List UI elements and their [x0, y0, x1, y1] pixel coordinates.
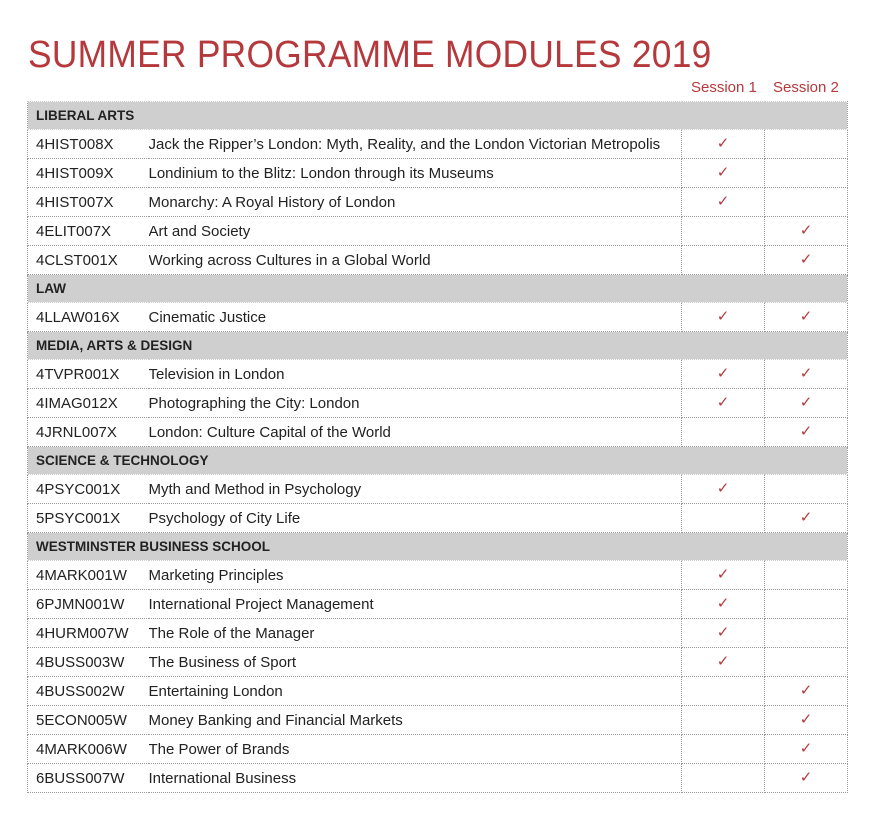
module-code: 4ELIT007X [28, 217, 149, 246]
module-row [28, 217, 848, 246]
session-1-cell [682, 130, 765, 159]
session-2-cell [765, 130, 848, 159]
page-title: SUMMER PROGRAMME MODULES 2019 [28, 34, 712, 76]
module-row [28, 475, 848, 504]
session-1-cell [682, 677, 765, 706]
module-code: 4HIST008X [28, 130, 149, 159]
session-2-cell [765, 246, 848, 275]
module-title: International Project Management [149, 590, 682, 619]
module-row [28, 677, 848, 706]
checkmark-icon: ✓ [716, 394, 730, 411]
module-row [28, 188, 848, 217]
module-row [28, 561, 848, 590]
module-row [28, 418, 848, 447]
modules-table [27, 101, 848, 793]
checkmark-icon: ✓ [716, 135, 730, 152]
checkmark-icon: ✓ [716, 308, 730, 325]
section-header-row [28, 275, 848, 303]
module-code: 4HIST009X [28, 159, 149, 188]
module-row [28, 706, 848, 735]
checkmark-icon: ✓ [716, 193, 730, 210]
session-2-cell [765, 159, 848, 188]
module-title: The Power of Brands [149, 735, 682, 764]
session-1-cell [682, 389, 765, 418]
session-1-cell [682, 360, 765, 389]
section-header-row [28, 102, 848, 130]
section-title: WESTMINSTER BUSINESS SCHOOL [28, 533, 848, 561]
checkmark-icon: ✓ [716, 164, 730, 181]
session-2-cell [765, 677, 848, 706]
session-1-cell [682, 418, 765, 447]
session-2-cell [765, 504, 848, 533]
module-row [28, 764, 848, 793]
module-title: The Role of the Manager [149, 619, 682, 648]
module-code: 6BUSS007W [28, 764, 149, 793]
session-1-cell [682, 735, 765, 764]
section-header-row [28, 447, 848, 475]
session-2-cell [765, 619, 848, 648]
module-row [28, 246, 848, 275]
module-title: Cinematic Justice [149, 303, 682, 332]
module-title: Londinium to the Blitz: London through its Museums [149, 159, 682, 188]
section-header-row [28, 332, 848, 360]
session-1-cell [682, 504, 765, 533]
checkmark-icon: ✓ [799, 769, 813, 786]
checkmark-icon: ✓ [799, 394, 813, 411]
checkmark-icon: ✓ [799, 711, 813, 728]
checkmark-icon: ✓ [716, 566, 730, 583]
checkmark-icon: ✓ [716, 624, 730, 641]
module-row [28, 389, 848, 418]
module-title: Working across Cultures in a Global World [149, 246, 682, 275]
module-row [28, 619, 848, 648]
session-2-cell [765, 764, 848, 793]
module-title: The Business of Sport [149, 648, 682, 677]
module-code: 4BUSS002W [28, 677, 149, 706]
module-row [28, 159, 848, 188]
module-code: 4TVPR001X [28, 360, 149, 389]
session-1-cell [682, 648, 765, 677]
module-title: Art and Society [149, 217, 682, 246]
session-2-cell [765, 217, 848, 246]
module-title: Money Banking and Financial Markets [149, 706, 682, 735]
module-code: 6PJMN001W [28, 590, 149, 619]
module-title: Entertaining London [149, 677, 682, 706]
section-title: SCIENCE & TECHNOLOGY [28, 447, 848, 475]
session-2-cell [765, 389, 848, 418]
module-row [28, 735, 848, 764]
checkmark-icon: ✓ [716, 653, 730, 670]
session-2-cell [765, 648, 848, 677]
module-row [28, 303, 848, 332]
checkmark-icon: ✓ [799, 509, 813, 526]
checkmark-icon: ✓ [799, 682, 813, 699]
session-2-cell [765, 303, 848, 332]
module-title: Psychology of City Life [149, 504, 682, 533]
module-code: 4LLAW016X [28, 303, 149, 332]
checkmark-icon: ✓ [799, 222, 813, 239]
module-row [28, 504, 848, 533]
session-2-cell [765, 418, 848, 447]
module-code: 4CLST001X [28, 246, 149, 275]
module-code: 4PSYC001X [28, 475, 149, 504]
checkmark-icon: ✓ [799, 740, 813, 757]
session-2-header: Session 2 [773, 79, 839, 96]
checkmark-icon: ✓ [799, 251, 813, 268]
session-1-cell [682, 561, 765, 590]
checkmark-icon: ✓ [799, 423, 813, 440]
checkmark-icon: ✓ [799, 365, 813, 382]
module-title: London: Culture Capital of the World [149, 418, 682, 447]
session-2-cell [765, 188, 848, 217]
module-code: 4MARK006W [28, 735, 149, 764]
module-title: Myth and Method in Psychology [149, 475, 682, 504]
module-row [28, 130, 848, 159]
session-1-cell [682, 217, 765, 246]
module-code: 5ECON005W [28, 706, 149, 735]
session-1-cell [682, 475, 765, 504]
module-code: 4HURM007W [28, 619, 149, 648]
session-1-cell [682, 706, 765, 735]
session-2-cell [765, 561, 848, 590]
checkmark-icon: ✓ [716, 595, 730, 612]
module-title: Monarchy: A Royal History of London [149, 188, 682, 217]
module-title: Television in London [149, 360, 682, 389]
session-1-cell [682, 590, 765, 619]
section-title: LIBERAL ARTS [28, 102, 848, 130]
module-code: 5PSYC001X [28, 504, 149, 533]
session-2-cell [765, 735, 848, 764]
section-title: MEDIA, ARTS & DESIGN [28, 332, 848, 360]
module-title: Photographing the City: London [149, 389, 682, 418]
checkmark-icon: ✓ [716, 365, 730, 382]
module-code: 4MARK001W [28, 561, 149, 590]
module-row [28, 360, 848, 389]
session-2-cell [765, 590, 848, 619]
section-header-row [28, 533, 848, 561]
module-title: Marketing Principles [149, 561, 682, 590]
module-code: 4IMAG012X [28, 389, 149, 418]
session-1-cell [682, 764, 765, 793]
session-2-cell [765, 706, 848, 735]
session-1-cell [682, 303, 765, 332]
module-code: 4HIST007X [28, 188, 149, 217]
module-title: Jack the Ripper’s London: Myth, Reality, and the London Victorian Metropolis [149, 130, 682, 159]
session-1-cell [682, 619, 765, 648]
session-1-cell [682, 159, 765, 188]
module-code: 4JRNL007X [28, 418, 149, 447]
section-title: LAW [28, 275, 848, 303]
session-1-header: Session 1 [691, 79, 757, 96]
module-row [28, 648, 848, 677]
module-code: 4BUSS003W [28, 648, 149, 677]
checkmark-icon: ✓ [799, 308, 813, 325]
session-1-cell [682, 188, 765, 217]
module-title: International Business [149, 764, 682, 793]
session-2-cell [765, 360, 848, 389]
session-1-cell [682, 246, 765, 275]
session-2-cell [765, 475, 848, 504]
checkmark-icon: ✓ [716, 480, 730, 497]
module-row [28, 590, 848, 619]
